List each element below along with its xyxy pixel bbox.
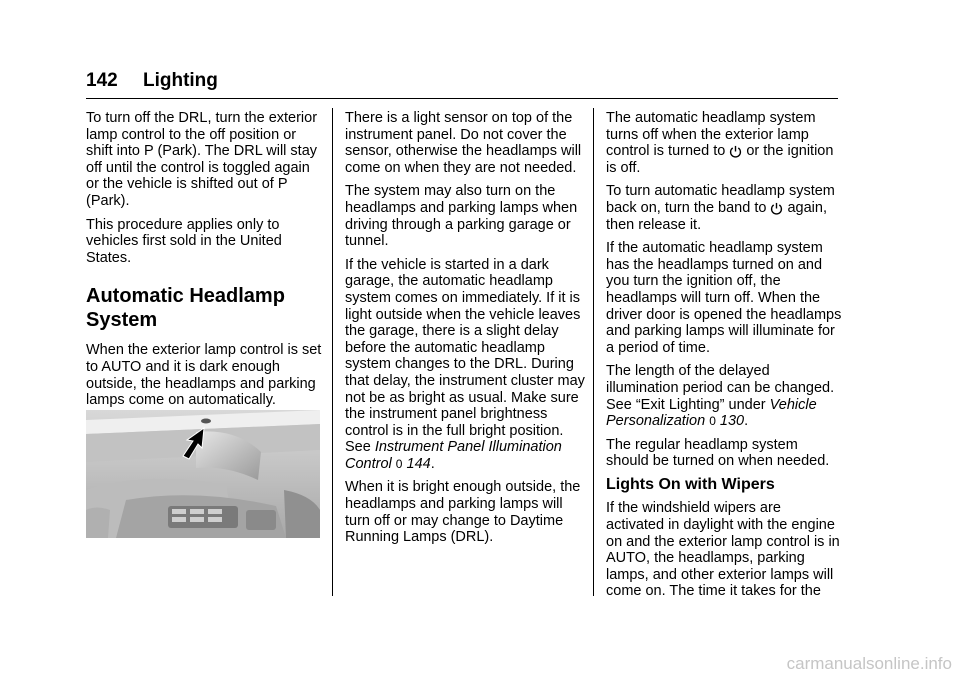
paragraph: The length of the delayed illumination period can be changed. See “Exit Lighting” under Vehicle Personalization 0 130. (606, 363, 835, 430)
cross-reference[interactable]: Instrument Panel Illumination Control (345, 439, 562, 472)
page-header (86, 70, 218, 92)
paragraph: The automatic headlamp system turns off when the exterior lamp control is turned to or the ignition is off. (606, 110, 834, 176)
paragraph: If the automatic headlamp system has the headlamps turned on and you turn the ignition off, the headlamps will turn off. When the driver door is opened the headlamps and parking lamps will illuminate for a period of time. (606, 240, 842, 356)
reference-symbol: 0 (709, 414, 716, 429)
paragraph: When the exterior lamp control is set to AUTO and it is dark enough outside, the headlamps and parking lamps come on automatically. (86, 342, 322, 409)
section-title: Lighting (142, 70, 218, 91)
paragraph: To turn off the DRL, turn the exterior lamp control to the off position or shift into P (Park). The DRL will stay off until the control is toggled again or the vehicle is shifted out of P (Park). (86, 110, 318, 209)
light-sensor-photo (86, 410, 320, 538)
paragraph: If the windshield wipers are activated in daylight with the engine on and the exterior lamp control is in AUTO, the headlamps, parking lamps, and other exterior lamps will come on. The time it takes for the (606, 500, 840, 600)
paragraph: To turn automatic headlamp system back on, turn the band to again, then release it. (606, 183, 835, 233)
column-1 (86, 110, 322, 416)
reference-page[interactable]: 130 (719, 413, 745, 430)
paragraph: The system may also turn on the headlamps and parking lamps when driving through a parking garage or tunnel. (345, 183, 578, 250)
paragraph: If the vehicle is started in a dark garage, the automatic headlamp system comes on immediately. If it is light outside when the vehicle leaves the garage, there is a slight delay before the automatic headlamp system changes to the DRL. During that delay, the instrument cluster may not be as bright as usual. Make sure the instrument panel brightness control is in the full bright position. See Instrument Panel Illumination Control 0 144. (345, 256, 585, 472)
column-divider (593, 108, 594, 596)
power-off-icon (729, 145, 742, 158)
reference-page[interactable]: 144 (406, 455, 431, 472)
paragraph: There is a light sensor on top of the instrument panel. Do not cover the sensor, otherwise the headlamps will come on when they are not needed. (345, 110, 582, 176)
page-number: 142 (86, 70, 118, 91)
paragraph: When it is bright enough outside, the headlamps and parking lamps will turn off or may change to Daytime Running Lamps (DRL). (345, 479, 581, 546)
column-2 (345, 110, 585, 553)
watermark: carmanualsonline.info (786, 654, 952, 673)
paragraph: The regular headlamp system should be turned on when needed. (606, 436, 830, 470)
reference-symbol: 0 (395, 456, 403, 471)
section-heading: Automatic Headlamp System (86, 285, 285, 332)
cross-reference[interactable]: Vehicle Personalization (606, 396, 817, 430)
header-rule (86, 98, 838, 99)
column-3 (606, 110, 842, 607)
paragraph: This procedure applies only to vehicles first sold in the United States. (86, 216, 282, 266)
column-divider (332, 108, 333, 596)
subsection-heading: Lights On with Wipers (606, 475, 775, 493)
power-off-icon (770, 202, 783, 215)
